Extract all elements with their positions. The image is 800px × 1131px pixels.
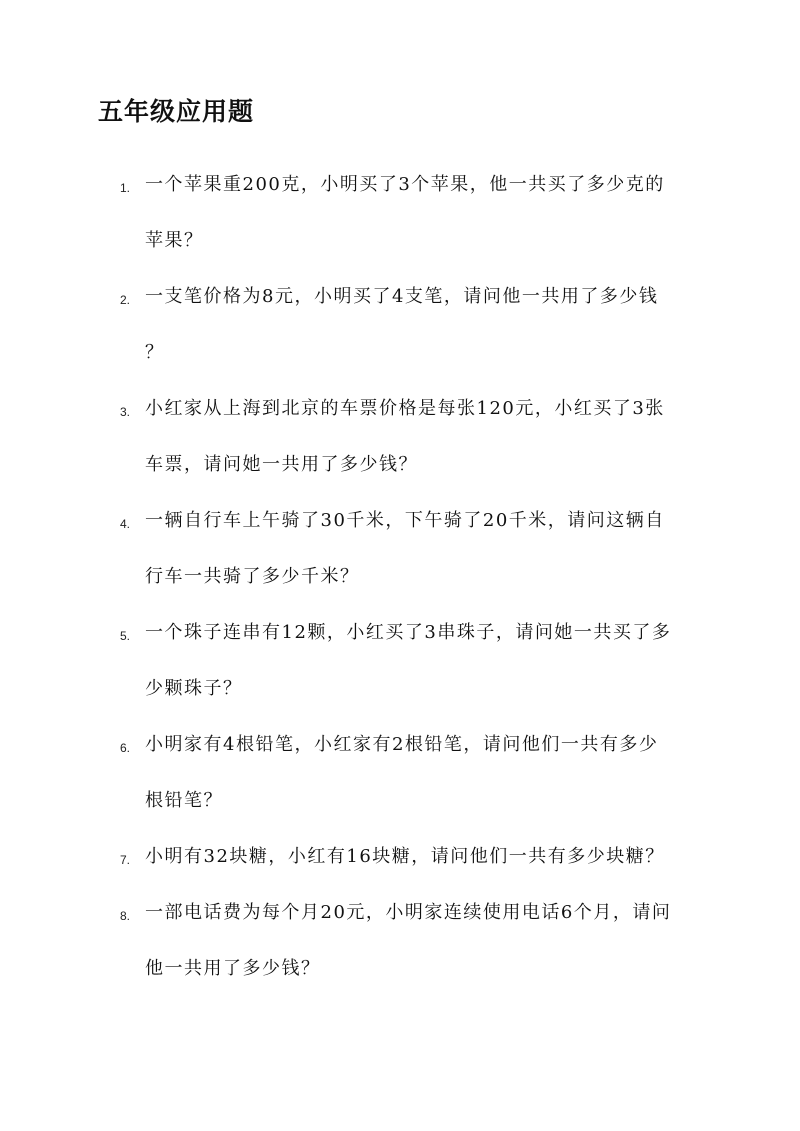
page-title: 五年级应用题	[98, 97, 255, 126]
question-text	[145, 730, 715, 842]
question-line: 一部电话费为每个月20元，小明家连续使用电话6个月，请问	[145, 902, 672, 923]
question-text	[145, 898, 715, 1010]
question-text	[145, 506, 715, 618]
question-number: 5.	[120, 629, 131, 643]
question-line: 少颗珠子？	[145, 678, 243, 699]
question-line: 小明家有4根铅笔，小红家有2根铅笔，请问他们一共有多少	[145, 734, 659, 755]
question-text	[145, 394, 715, 506]
question-number: 7.	[120, 853, 131, 867]
question-text	[145, 842, 715, 898]
question-line: 根铅笔？	[145, 790, 223, 811]
question-number: 1.	[120, 181, 131, 195]
question-text	[145, 282, 715, 394]
question-line: 一个苹果重200克，小明买了3个苹果，他一共买了多少克的	[145, 174, 665, 195]
question-line: 车票，请问她一共用了多少钱？	[145, 454, 418, 475]
question-text	[145, 170, 715, 282]
question-line: 一个珠子连串有12颗，小红买了3串珠子，请问她一共买了多	[145, 622, 672, 643]
question-line: ？	[145, 342, 165, 363]
question-number: 2.	[120, 293, 131, 307]
question-number: 6.	[120, 741, 131, 755]
question-number: 3.	[120, 405, 131, 419]
question-line: 小明有32块糖，小红有16块糖，请问他们一共有多少块糖？	[145, 846, 665, 867]
question-line: 他一共用了多少钱？	[145, 958, 321, 979]
question-line: 行车一共骑了多少千米？	[145, 566, 360, 587]
question-line: 小红家从上海到北京的车票价格是每张120元，小红买了3张	[145, 398, 665, 419]
question-number: 8.	[120, 909, 131, 923]
question-line: 苹果？	[145, 230, 204, 251]
question-line: 一辆自行车上午骑了30千米，下午骑了20千米，请问这辆自	[145, 510, 665, 531]
question-text	[145, 618, 715, 730]
question-line: 一支笔价格为8元，小明买了4支笔，请问他一共用了多少钱	[145, 286, 659, 307]
question-number: 4.	[120, 517, 131, 531]
